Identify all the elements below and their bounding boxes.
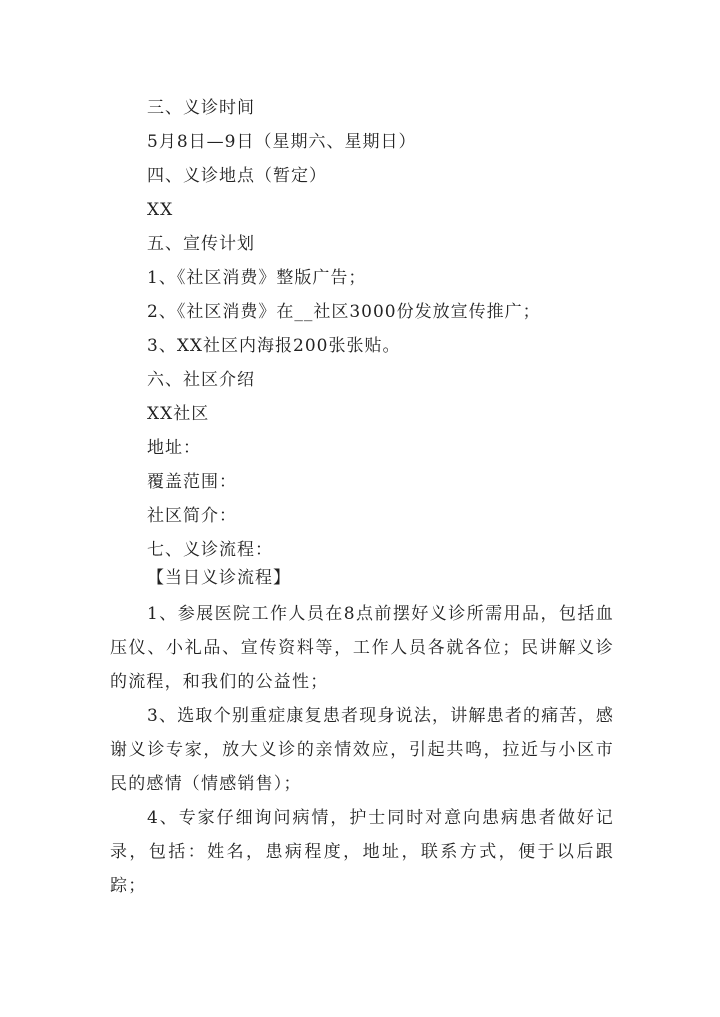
section-heading-community: 六、社区介绍 [147,370,255,390]
clinic-date-line: 5月8日—9日（星期六、星期日） [147,132,417,152]
community-name: XX社区 [147,404,210,424]
location-value: XX [147,200,174,220]
community-intro-label: 社区简介： [147,506,237,526]
section-heading-location: 四、义诊地点（暂定） [147,166,327,186]
community-address-label: 地址： [147,438,201,458]
process-paragraph-1: 1、参展医院工作人员在8点前摆好义诊所需用品，包括血压仪、小礼品、宣传资料等，工作人员各就各位；民讲解义诊的流程，和我们的公益性； [110,604,614,692]
community-coverage-label: 覆盖范围： [147,472,237,492]
section-heading-process: 七、义诊流程： [147,540,273,560]
promotion-item-2: 2、《社区消费》在__社区3000份发放宣传推广； [147,302,541,322]
process-subheading: 【当日义诊流程】 [147,568,291,588]
section-heading-time: 三、义诊时间 [147,98,255,118]
process-paragraph-4: 4、专家仔细询问病情，护士同时对意向患病患者做好记录，包括：姓名，患病程度，地址，联系方式，便于以后跟踪； [110,808,614,896]
section-heading-promotion: 五、宣传计划 [147,234,255,254]
promotion-item-1: 1、《社区消费》整版广告； [147,268,367,288]
process-paragraph-3: 3、选取个别重症康复患者现身说法，讲解患者的痛苦，感谢义诊专家，放大义诊的亲情效应，引起共鸣，拉近与小区市民的感情（情感销售）； [110,706,615,794]
promotion-item-3: 3、XX社区内海报200张张贴。 [147,336,401,356]
